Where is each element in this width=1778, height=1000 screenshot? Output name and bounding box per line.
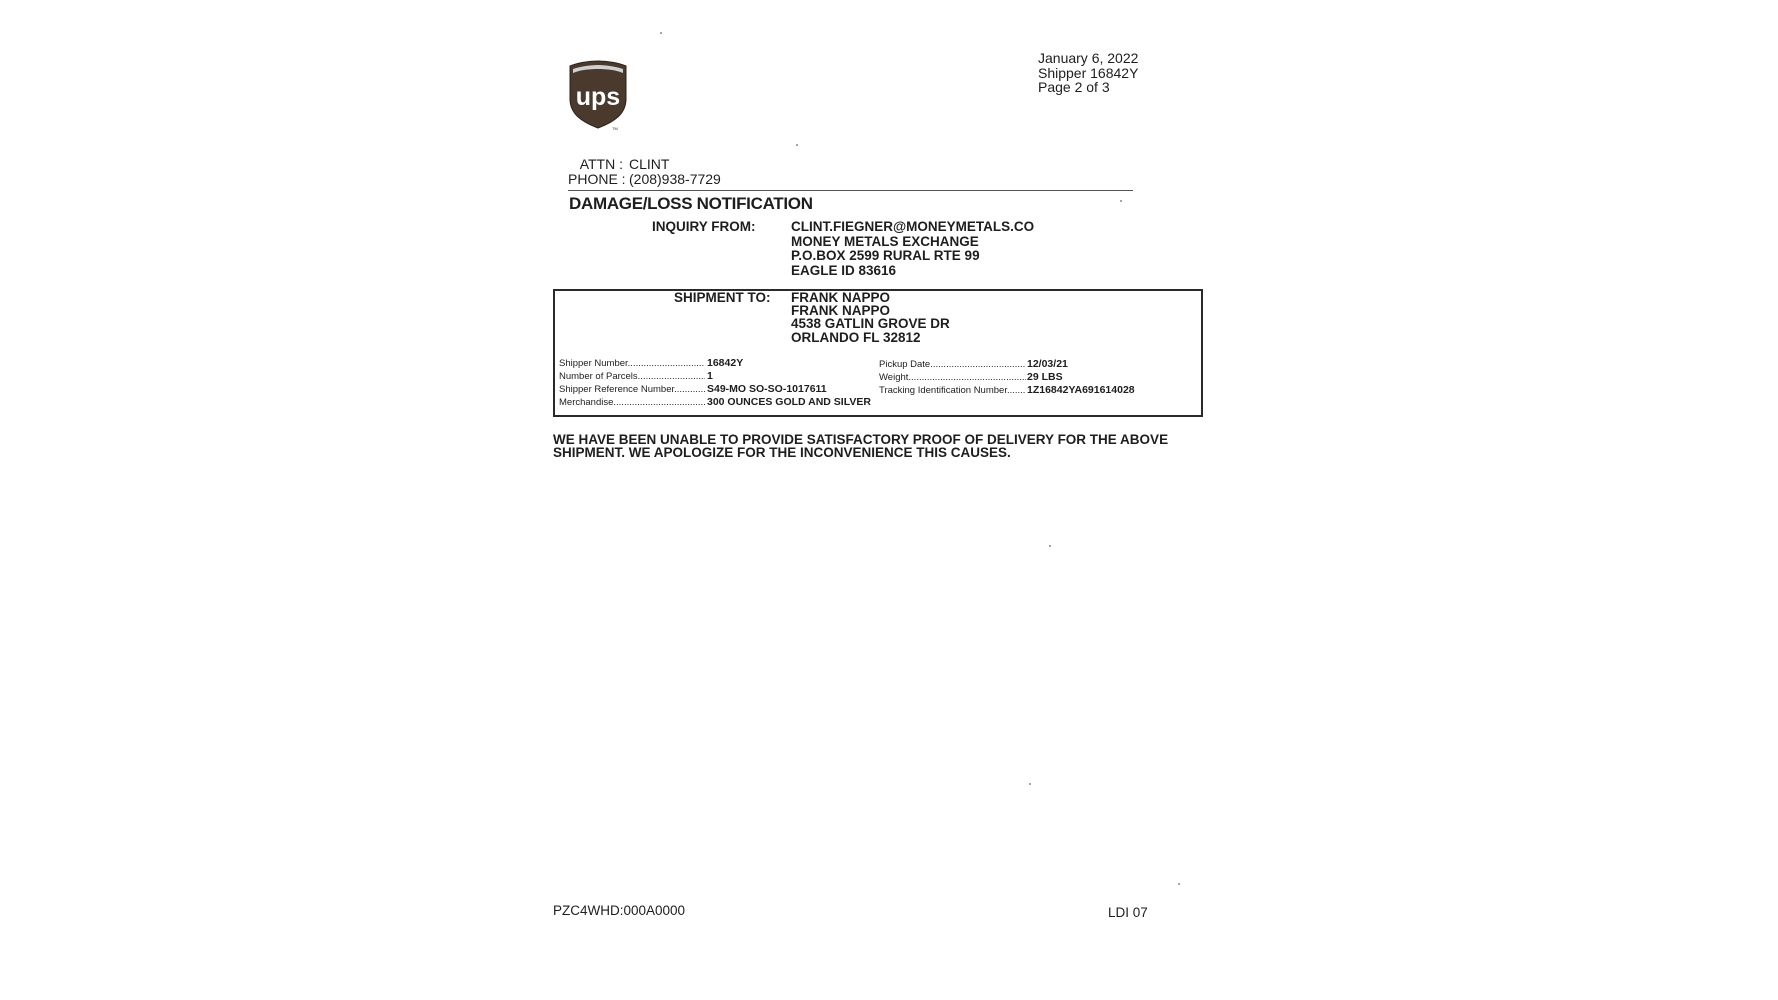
detail-value: 1 (707, 370, 713, 382)
detail-weight (879, 371, 1026, 384)
detail-tracking-number-value (1027, 384, 1135, 397)
attn-value: CLINT (629, 156, 670, 172)
notice-line-2: SHIPMENT. WE APOLOGIZE FOR THE INCONVENIENCE THIS CAUSES. (553, 445, 1011, 460)
detail-shipper-number-value (707, 357, 743, 370)
detail-label: Pickup Date ..... (879, 358, 1026, 371)
ups-logo (568, 59, 628, 131)
detail-weight-value (1027, 371, 1063, 384)
detail-label: Shipper Number ..... (559, 357, 705, 370)
phone-value: (208)938-7729 (629, 171, 721, 187)
detail-label: Weight ..... (879, 371, 1026, 384)
notice-line-1: WE HAVE BEEN UNABLE TO PROVIDE SATISFACTORY PROOF OF DELIVERY FOR THE ABOVE (553, 432, 1169, 447)
footer-form-number: LDI 07 (1108, 905, 1148, 920)
ups-logo-text: ups (575, 83, 621, 111)
inquiry-label: INQUIRY FROM: (652, 219, 756, 234)
shipment-label: SHIPMENT TO: (674, 290, 771, 305)
detail-shipper-number (559, 357, 705, 370)
detail-number-of-parcels-value (707, 370, 713, 383)
recipient-name-2: FRANK NAPPO (791, 303, 891, 319)
detail-number-of-parcels (559, 370, 705, 383)
document-date: January 6, 2022 (1038, 50, 1139, 66)
scan-speck (1049, 545, 1051, 547)
detail-value: 16842Y (707, 357, 744, 369)
inquiry-email: CLINT.FIEGNER@MONEYMETALS.CO (791, 219, 1035, 234)
footer-code: PZC4WHD:000A0000 (553, 903, 686, 918)
scan-speck (1178, 883, 1180, 885)
detail-merchandise (559, 396, 705, 409)
attn-label: ATTN : (579, 156, 623, 172)
detail-label: Merchandise ..... (559, 396, 705, 409)
detail-value: 29 LBS (1027, 371, 1063, 383)
shipper-id: Shipper 16842Y (1038, 64, 1139, 81)
detail-merchandise-value (707, 396, 871, 409)
detail-value: 12/03/21 (1027, 358, 1068, 370)
detail-tracking-number (879, 384, 1026, 397)
scan-speck (1029, 783, 1031, 785)
recipient-street: 4538 GATLIN GROVE DR (791, 316, 950, 332)
detail-label: Number of Parcels ..... (559, 370, 705, 383)
scan-speck (660, 32, 662, 34)
detail-shipper-reference-value (707, 383, 827, 396)
inquiry-company: MONEY METALS EXCHANGE (791, 233, 979, 249)
recipient-city: ORLANDO FL 32812 (791, 329, 921, 345)
document-header (1038, 51, 1138, 95)
detail-pickup-date-value (1027, 358, 1068, 371)
detail-value: S49-MO SO-SO-1017611 (707, 383, 827, 395)
detail-label: Tracking Identification Number ..... (879, 384, 1026, 397)
header-divider (568, 190, 1133, 191)
notification-title: DAMAGE/LOSS NOTIFICATION (569, 194, 813, 213)
scan-speck (796, 144, 798, 146)
inquiry-street: P.O.BOX 2599 RURAL RTE 99 (791, 248, 980, 264)
detail-label: Shipper Reference Number ..... (559, 383, 705, 396)
recipient-name: FRANK NAPPO (791, 290, 891, 305)
shipment-address (791, 291, 950, 344)
scan-speck (1120, 200, 1122, 202)
inquiry-address (791, 220, 1034, 278)
ups-shield-icon (568, 59, 628, 131)
detail-pickup-date (879, 358, 1026, 371)
trademark-mark: TM (612, 126, 618, 131)
detail-value: 1Z16842YA691614028 (1027, 384, 1135, 396)
phone-label: PHONE : (568, 171, 626, 187)
detail-value: 300 OUNCES GOLD AND SILVER (707, 396, 871, 408)
delivery-notice (553, 433, 1168, 459)
detail-shipper-reference (559, 383, 705, 396)
page-number: Page 2 of 3 (1038, 79, 1110, 95)
inquiry-city: EAGLE ID 83616 (791, 262, 897, 278)
